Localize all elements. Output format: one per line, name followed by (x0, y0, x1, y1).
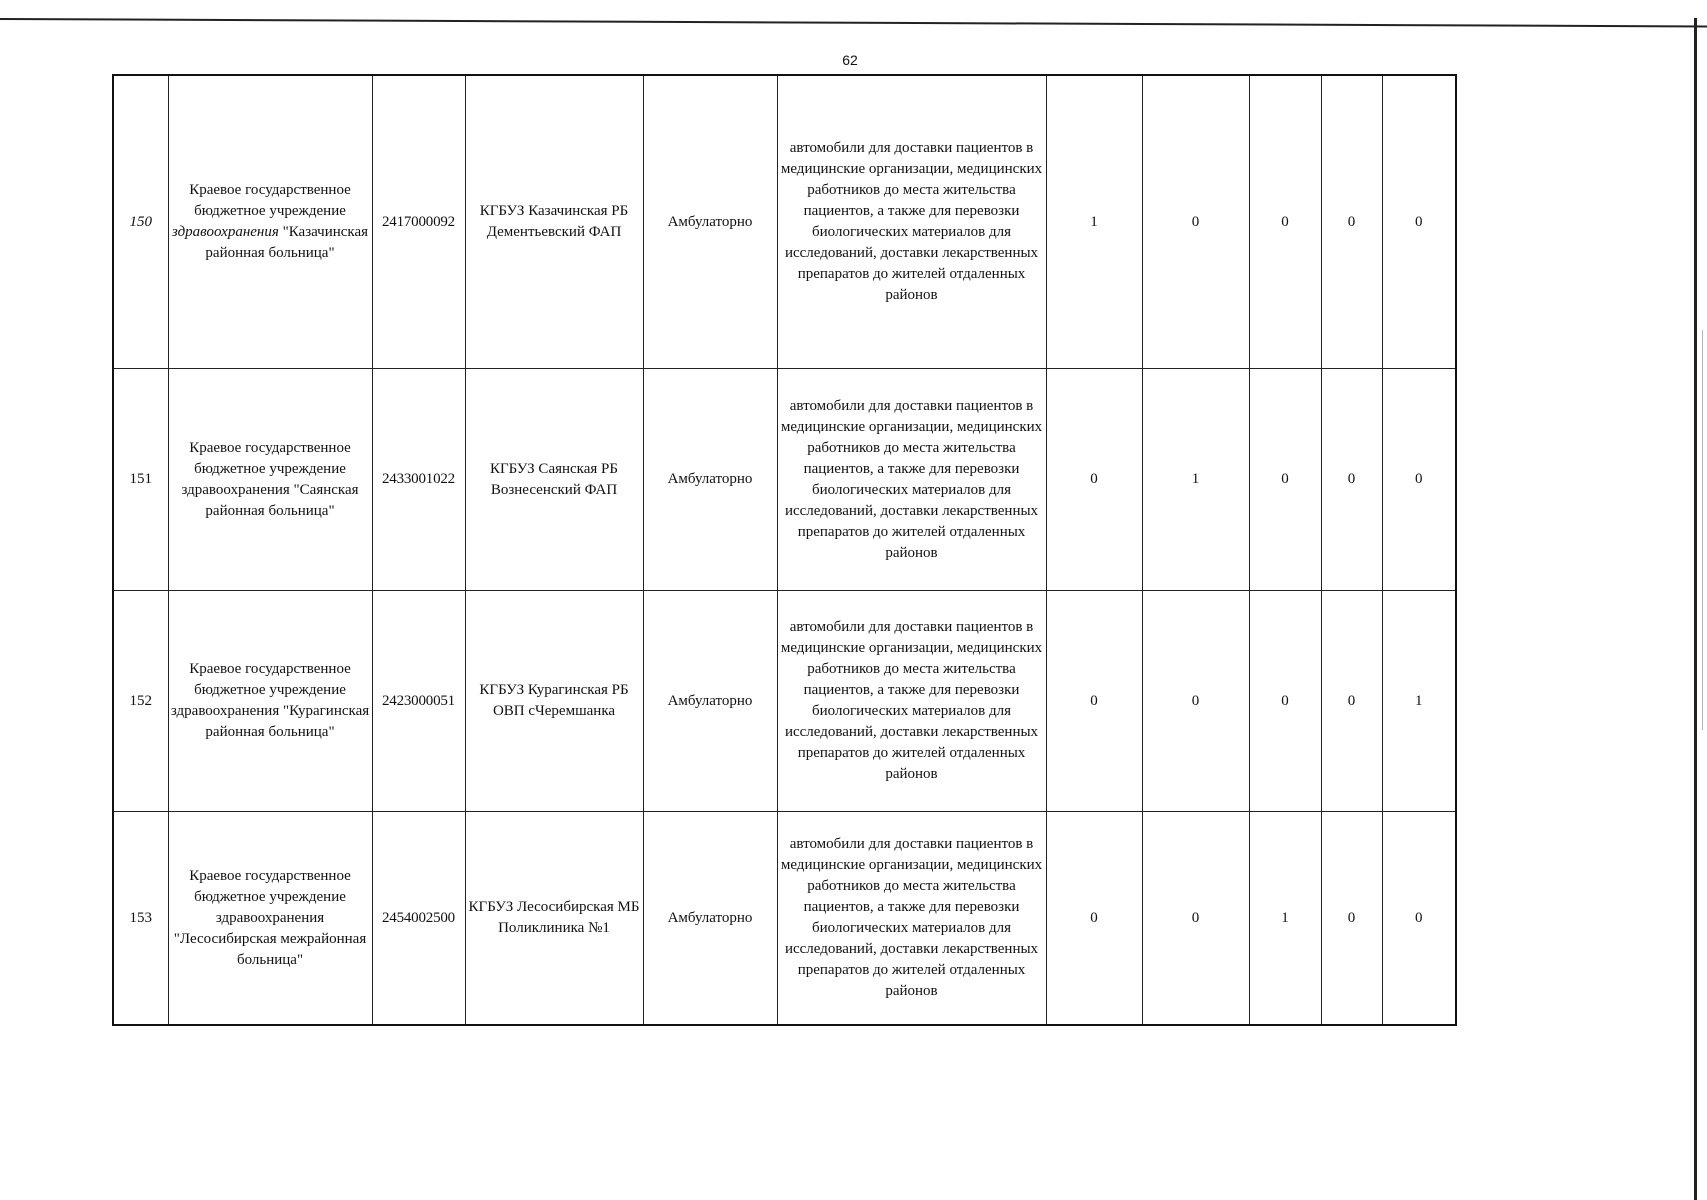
count-cell-5: 0 (1382, 369, 1456, 591)
table-row (113, 75, 1456, 369)
count-cell-3: 0 (1249, 75, 1321, 369)
organization-cell: Краевое государственное бюджетное учреждение здравоохранения "Лесосибирская межрайонная больница" (168, 812, 372, 1026)
row-number-cell: 153 (113, 812, 168, 1026)
count-cell-2: 1 (1142, 369, 1249, 591)
unit-cell: КГБУЗ Казачинская РБ Дементьевский ФАП (465, 75, 643, 369)
code-cell: 2433001022 (372, 369, 465, 591)
unit-cell: КГБУЗ Курагинская РБ ОВП сЧеремшанка (465, 591, 643, 812)
organization-cell: Краевое государственное бюджетное учреждение здравоохранения "Саянская районная больница" (168, 369, 372, 591)
table-row (113, 369, 1456, 591)
count-cell-2: 0 (1142, 75, 1249, 369)
page-number: 62 (842, 52, 858, 68)
table-row (113, 812, 1456, 1026)
table-row (113, 591, 1456, 812)
equipment-table (112, 74, 1457, 1026)
count-cell-2: 0 (1142, 591, 1249, 812)
scan-border-top (0, 0, 1707, 27)
count-cell-4: 0 (1321, 75, 1382, 369)
care-type-cell: Амбулаторно (643, 75, 777, 369)
purpose-cell: автомобили для доставки пациентов в медицинские организации, медицинских работников до места жительства пациентов, а также для перевозки биологических материалов для исследований, доставки лекарственных препаратов до жителей отдаленных районов (777, 369, 1046, 591)
count-cell-4: 0 (1321, 369, 1382, 591)
count-cell-5: 0 (1382, 812, 1456, 1026)
scan-border-right-faint (1702, 330, 1703, 730)
count-cell-5: 0 (1382, 75, 1456, 369)
code-cell: 2454002500 (372, 812, 465, 1026)
purpose-cell: автомобили для доставки пациентов в медицинские организации, медицинских работников до места жительства пациентов, а также для перевозки биологических материалов для исследований, доставки лекарственных препаратов до жителей отдаленных районов (777, 591, 1046, 812)
unit-cell: КГБУЗ Саянская РБ Вознесенский ФАП (465, 369, 643, 591)
care-type-cell: Амбулаторно (643, 369, 777, 591)
organization-cell: Краевое государственное бюджетное учреждение здравоохранения "Казачинская районная больница" (168, 75, 372, 369)
care-type-cell: Амбулаторно (643, 812, 777, 1026)
purpose-cell: автомобили для доставки пациентов в медицинские организации, медицинских работников до места жительства пациентов, а также для перевозки биологических материалов для исследований, доставки лекарственных препаратов до жителей отдаленных районов (777, 75, 1046, 369)
code-cell: 2417000092 (372, 75, 465, 369)
row-number-cell: 150 (113, 75, 168, 369)
count-cell-1: 0 (1046, 591, 1142, 812)
care-type-cell: Амбулаторно (643, 591, 777, 812)
unit-cell: КГБУЗ Лесосибирская МБ Поликлиника №1 (465, 812, 643, 1026)
count-cell-3: 0 (1249, 369, 1321, 591)
count-cell-5: 1 (1382, 591, 1456, 812)
count-cell-1: 1 (1046, 75, 1142, 369)
count-cell-4: 0 (1321, 812, 1382, 1026)
row-number-cell: 151 (113, 369, 168, 591)
count-cell-3: 0 (1249, 591, 1321, 812)
code-cell: 2423000051 (372, 591, 465, 812)
scan-border-right (1694, 18, 1697, 1200)
count-cell-4: 0 (1321, 591, 1382, 812)
count-cell-2: 0 (1142, 812, 1249, 1026)
organization-cell: Краевое государственное бюджетное учреждение здравоохранения "Курагинская районная больница" (168, 591, 372, 812)
count-cell-1: 0 (1046, 812, 1142, 1026)
count-cell-3: 1 (1249, 812, 1321, 1026)
count-cell-1: 0 (1046, 369, 1142, 591)
row-number-cell: 152 (113, 591, 168, 812)
purpose-cell: автомобили для доставки пациентов в медицинские организации, медицинских работников до места жительства пациентов, а также для перевозки биологических материалов для исследований, доставки лекарственных препаратов до жителей отдаленных районов (777, 812, 1046, 1026)
